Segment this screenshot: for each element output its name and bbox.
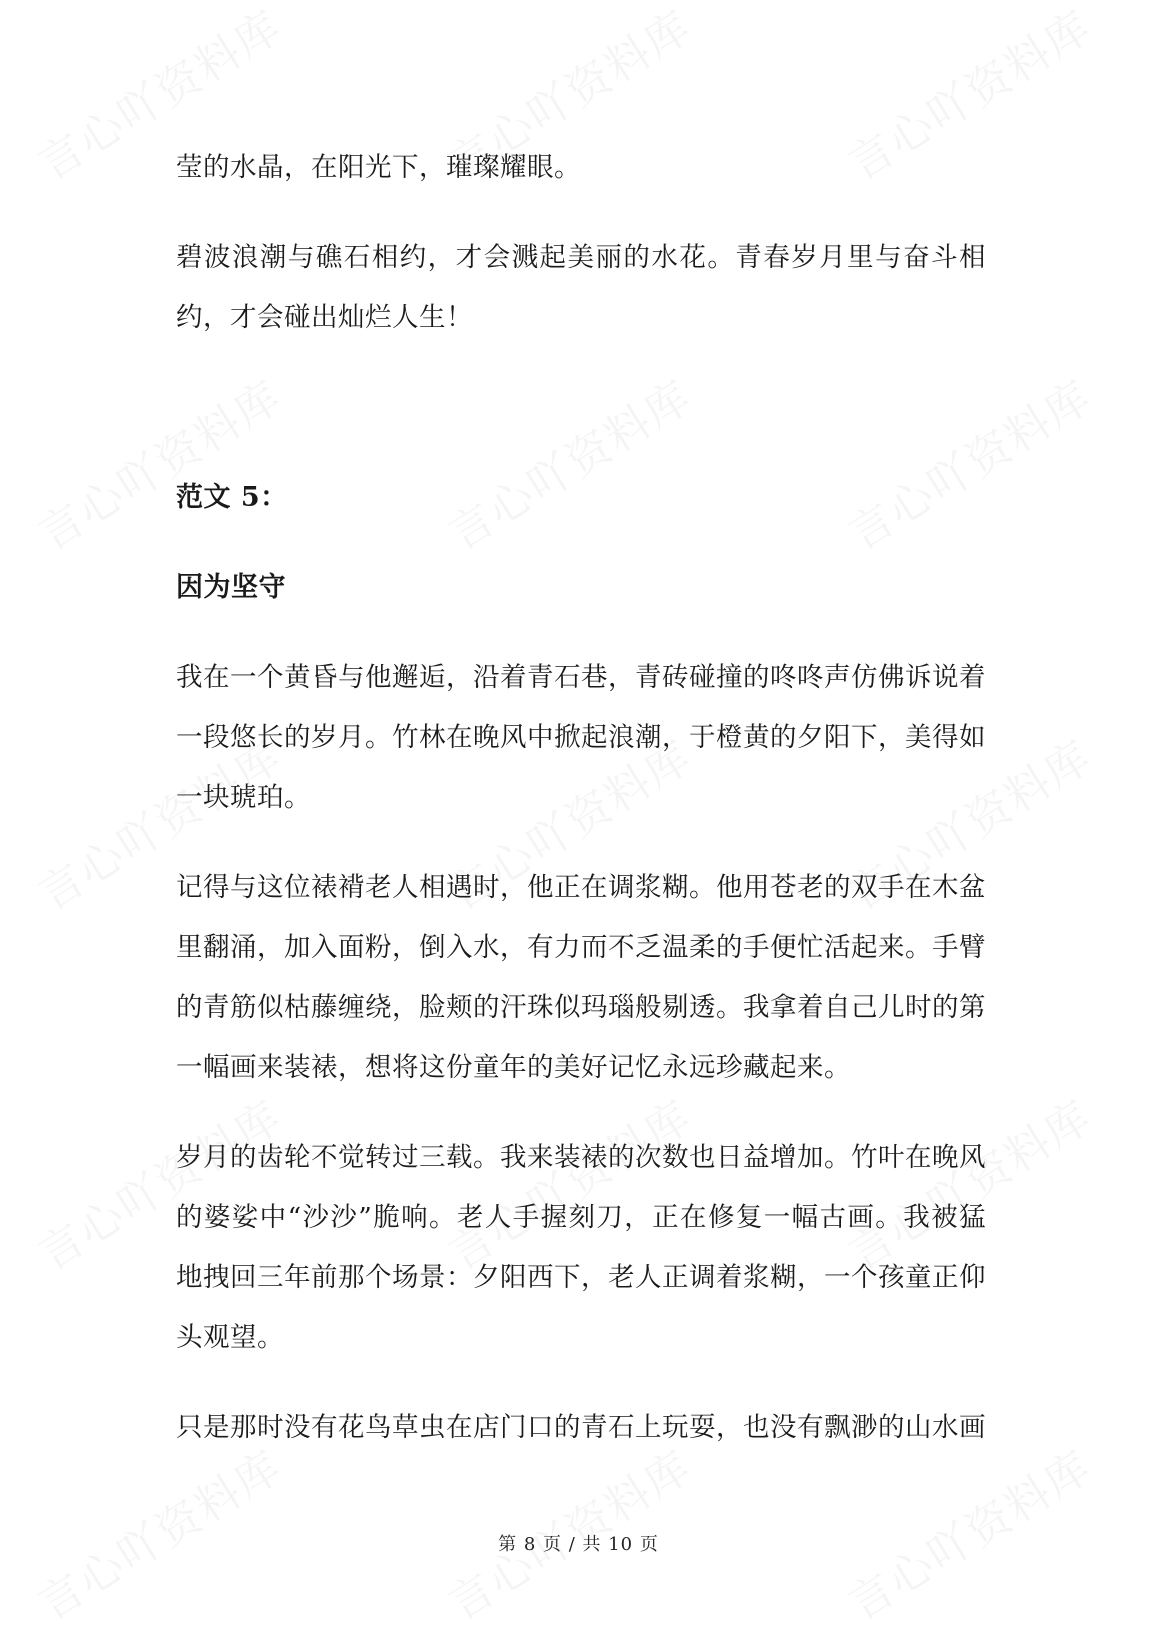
section-label: 范文 5： (176, 482, 288, 513)
document-body (176, 138, 986, 1458)
paragraph: 莹的水晶，在阳光下，璀璨耀眼。 (176, 152, 581, 183)
paragraph: 岁月的齿轮不觉转过三载。我来装裱的次数也日益增加。竹叶在晚风的婆娑中“沙沙”脆响。老人手握刻刀，正在修复一幅古画。我被猛地拽回三年前那个场景：夕阳西下，老人正调着浆糊，一个孩童正仰头观望。 (176, 1142, 986, 1353)
essay-title: 因为坚守 (176, 572, 286, 603)
page-number: 第 8 页 / 共 10 页 (498, 1534, 659, 1555)
paragraph: 只是那时没有花鸟草虫在店门口的青石上玩耍，也没有飘渺的山水画 (176, 1412, 986, 1443)
paragraph: 我在一个黄昏与他邂逅，沿着青石巷，青砖碰撞的咚咚声仿佛诉说着一段悠长的岁月。竹林在晚风中掀起浪潮，于橙黄的夕阳下，美得如一块琥珀。 (176, 662, 986, 813)
paragraph: 记得与这位裱褙老人相遇时，他正在调浆糊。他用苍老的双手在木盆里翻涌，加入面粉，倒入水，有力而不乏温柔的手便忙活起来。手臂的青筋似枯藤缠绕，脸颊的汗珠似玛瑙般剔透。我拿着自己儿时的第一幅画来装裱，想将这份童年的美好记忆永远珍藏起来。 (176, 872, 986, 1083)
paragraph: 碧波浪潮与礁石相约，才会溅起美丽的水花。青春岁月里与奋斗相约，才会碰出灿烂人生！ (176, 242, 986, 333)
